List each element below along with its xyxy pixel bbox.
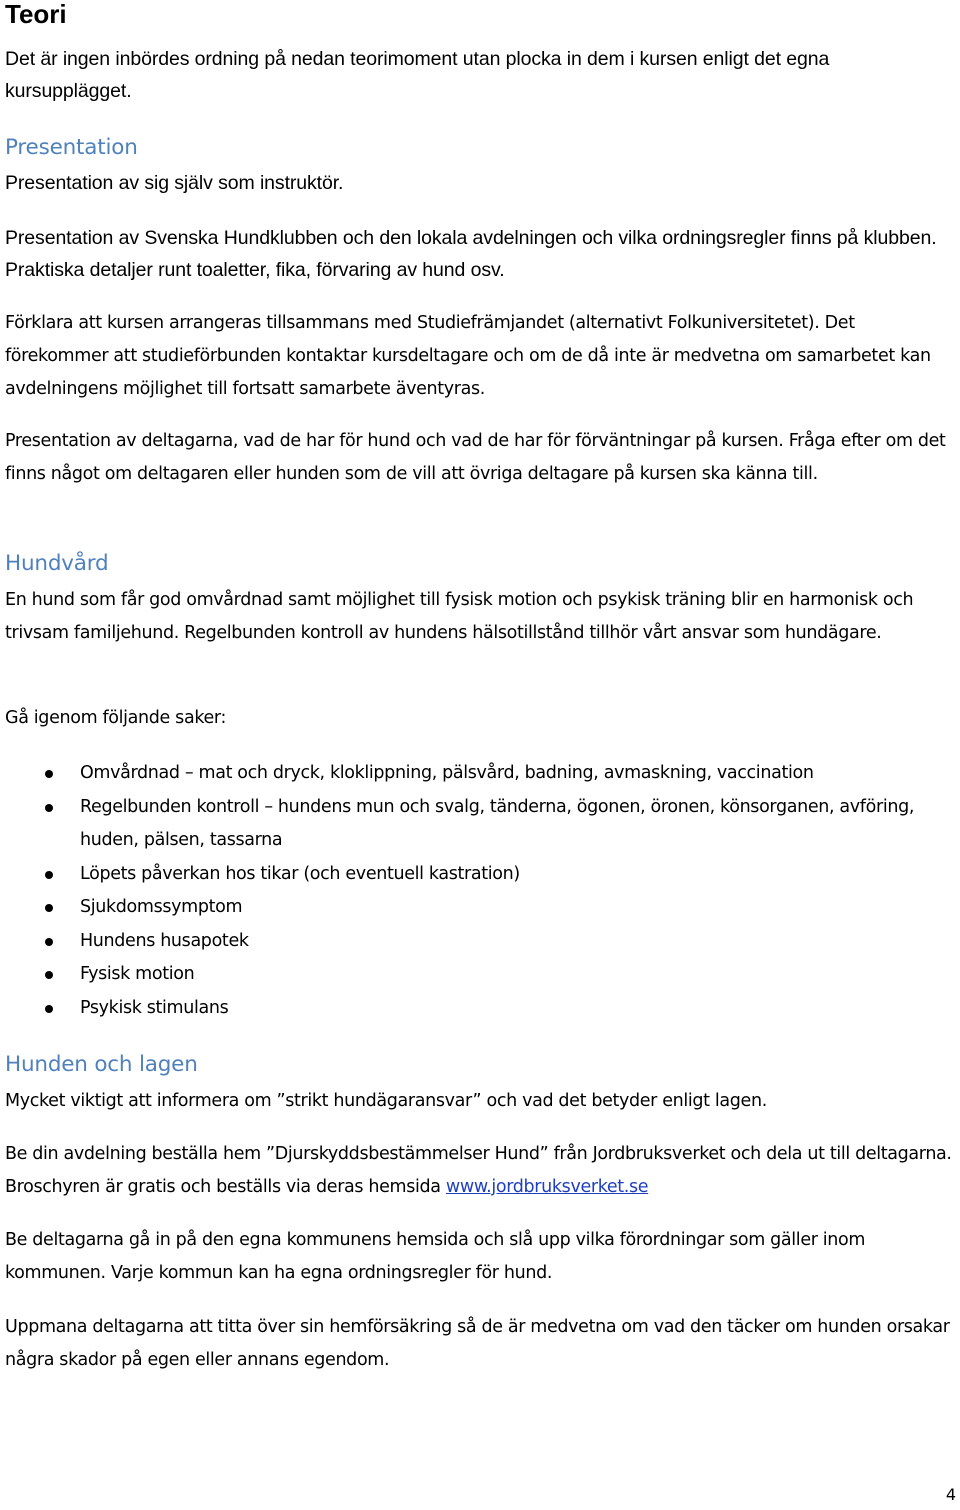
section-heading-lagen: Hunden och lagen [5, 1052, 198, 1077]
list-item: Omvårdnad – mat och dryck, kloklippning, pälsvård, badning, avmaskning, vaccination [5, 757, 955, 791]
section-heading-presentation: Presentation [5, 135, 138, 160]
hundvard-paragraph-2: Gå igenom följande saker: [5, 708, 226, 728]
presentation-paragraph-1: Presentation av sig själv som instruktör. [5, 172, 344, 194]
lagen-paragraph-4: Uppmana deltagarna att titta över sin hemförsäkring så de är medvetna om vad den täcker om hunden orsakar några skador på egen eller annans egendom. [5, 1317, 950, 1370]
presentation-paragraph-3: Förklara att kursen arrangeras tillsammans med Studiefrämjandet (alternativt Folkuniversitetet). Det förekommer att studieförbunden kontaktar kursdeltagare och om de då inte är medvetna om samarbetet kan avdelningens möjlighet till fortsatt samarbete äventyras. [5, 313, 931, 399]
bullet-icon [45, 1005, 53, 1013]
bullet-icon [45, 871, 53, 879]
list-item: Löpets påverkan hos tikar (och eventuell kastration) [5, 858, 955, 892]
list-item: Hundens husapotek [5, 925, 955, 959]
lagen-paragraph-3: Be deltagarna gå in på den egna kommunens hemsida och slå upp vilka förordningar som gäller inom kommunen. Varje kommun kan ha egna ordningsregler för hund. [5, 1230, 866, 1283]
intro-paragraph: Det är ingen inbördes ordning på nedan teorimoment utan plocka in dem i kursen enligt det egna kursupplägget. [5, 48, 830, 102]
bullet-icon [45, 904, 53, 912]
care-checklist [5, 757, 955, 1025]
hundvard-paragraph-1: En hund som får god omvårdnad samt möjlighet till fysisk motion och psykisk träning blir en harmonisk och trivsam familjehund. Regelbunden kontroll av hundens hälsotillstånd tillhör vårt ansvar som hundägare. [5, 590, 914, 643]
bullet-icon [45, 938, 53, 946]
list-item: Regelbunden kontroll – hundens mun och svalg, tänderna, ögonen, öronen, könsorganen, avföring, huden, pälsen, tassarna [5, 791, 955, 858]
bullet-icon [45, 971, 53, 979]
list-item: Sjukdomssymptom [5, 891, 955, 925]
page-number: 4 [945, 1485, 956, 1504]
jordbruksverket-link[interactable]: www.jordbruksverket.se [445, 1177, 649, 1197]
section-heading-hundvard: Hundvård [5, 551, 109, 576]
page-title: Teori [5, 0, 67, 29]
bullet-icon [45, 770, 53, 778]
bullet-icon [45, 804, 53, 812]
lagen-paragraph-1: Mycket viktigt att informera om ”strikt hundägaransvar” och vad det betyder enligt lagen. [5, 1091, 767, 1111]
lagen-paragraph-2: Be din avdelning beställa hem ”Djurskyddsbestämmelser Hund” från Jordbruksverket och dela ut till deltagarna. Broschyren är gratis och beställs via deras hemsida www.jordbruksverket.se [5, 1144, 952, 1197]
presentation-paragraph-2: Presentation av Svenska Hundklubben och den lokala avdelningen och vilka ordningsregler finns på klubben. Praktiska detaljer runt toaletter, fika, förvaring av hund osv. [5, 227, 937, 281]
presentation-paragraph-4: Presentation av deltagarna, vad de har för hund och vad de har för förväntningar på kursen. Fråga efter om det finns något om deltagaren eller hunden som de vill att övriga deltagare på kursen ska känna till. [5, 431, 946, 484]
list-item: Fysisk motion [5, 958, 955, 992]
list-item: Psykisk stimulans [5, 992, 955, 1026]
